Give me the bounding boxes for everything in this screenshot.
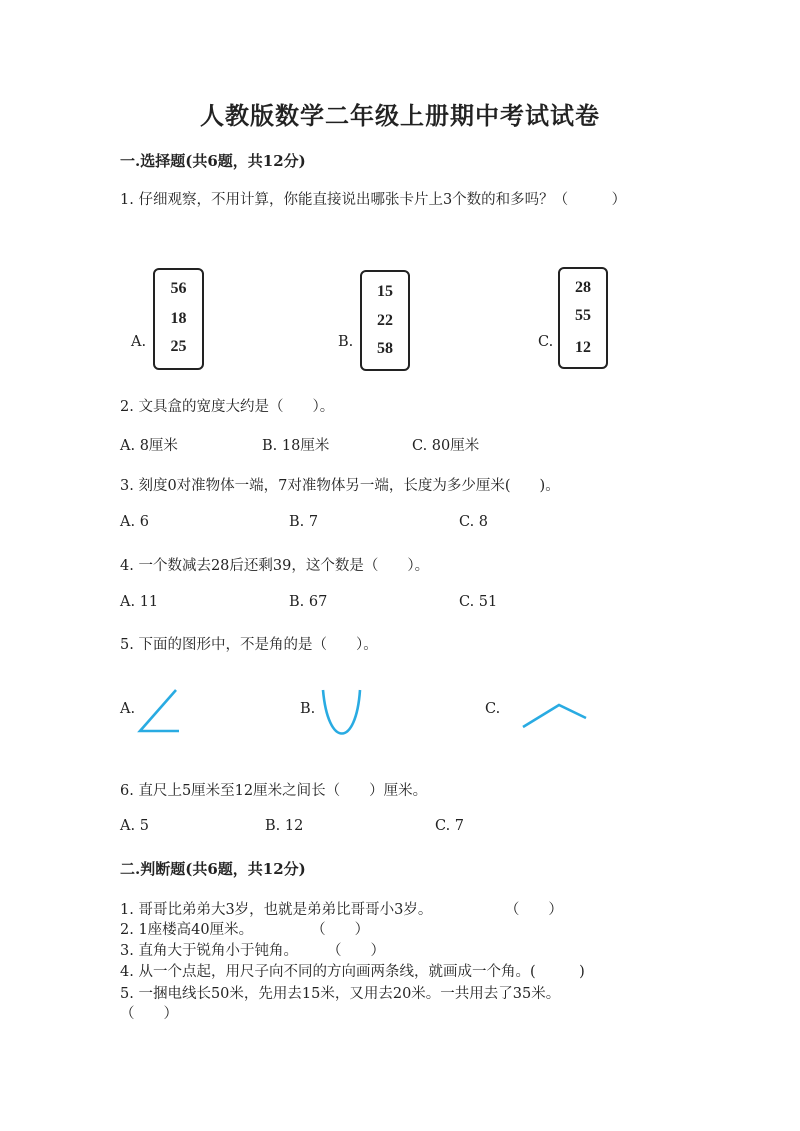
card-a — [153, 268, 204, 370]
card-c — [558, 267, 608, 369]
card-c-number-1: 28 — [575, 279, 591, 296]
q2-option-c: C. 80厘米 — [412, 438, 480, 454]
q3-option-c: C. 8 — [459, 514, 489, 530]
q4-option-b: B. 67 — [289, 594, 328, 610]
card-b-number-2: 22 — [377, 312, 393, 329]
card-a-number-1: 56 — [170, 280, 187, 297]
q5-option-a: A. — [120, 701, 136, 717]
angle-shape-c — [520, 700, 590, 730]
card-b-number-1: 15 — [377, 283, 393, 300]
curve-shape-b — [320, 688, 364, 738]
question-3: 3. 刻度0对准物体一端，7对准物体另一端，长度为多少厘米( )。 — [120, 478, 560, 494]
q2-option-a: A. 8厘米 — [120, 438, 178, 454]
section-heading-choice: 一.选择题(共6题，共12分) — [120, 152, 306, 170]
q4-option-c: C. 51 — [459, 594, 498, 610]
q6-option-b: B. 12 — [265, 818, 304, 834]
judgement-item-5: 5. 一捆电线长50米，先用去15米，又用去20米。一共用去了35米。 — [120, 986, 561, 1002]
q3-option-b: B. 7 — [289, 514, 319, 530]
card-a-label: A. — [131, 334, 147, 350]
angle-shape-a — [136, 688, 182, 734]
section-heading-judgement: 二.判断题(共6题，共12分) — [120, 860, 306, 878]
q6-option-c: C. 7 — [435, 818, 465, 834]
card-a-number-2: 18 — [170, 310, 187, 327]
page-title: 人教版数学二年级上册期中考试试卷 — [200, 101, 600, 130]
judgement-item-4: 4. 从一个点起，用尺子向不同的方向画两条线，就画成一个角。( ) — [120, 964, 585, 980]
q5-option-c: C. — [485, 701, 501, 717]
card-b — [360, 270, 410, 371]
judgement-item-3: 3. 直角大于锐角小于钝角。 （ ） — [120, 943, 385, 959]
card-b-number-3: 58 — [377, 340, 393, 357]
q4-option-a: A. 11 — [120, 594, 159, 610]
question-5: 5. 下面的图形中，不是角的是（ ）。 — [120, 637, 378, 653]
judgement-item-2: 2. 1座楼高40厘米。 （ ） — [120, 922, 370, 938]
question-1: 1. 仔细观察，不用计算，你能直接说出哪张卡片上3个数的和多吗？（ ） — [120, 192, 627, 208]
card-a-number-3: 25 — [170, 338, 187, 355]
q5-option-b: B. — [300, 701, 316, 717]
card-b-label: B. — [338, 334, 354, 350]
question-6: 6. 直尺上5厘米至12厘米之间长（ ）厘米。 — [120, 783, 428, 799]
q2-option-b: B. 18厘米 — [262, 438, 330, 454]
question-2: 2. 文具盒的宽度大约是（ ）。 — [120, 399, 335, 415]
card-c-number-2: 55 — [575, 307, 591, 324]
card-c-number-3: 12 — [575, 339, 591, 356]
q3-option-a: A. 6 — [120, 514, 149, 530]
card-c-label: C. — [538, 334, 554, 350]
judgement-item-5-bracket: （ ） — [120, 1006, 178, 1022]
judgement-item-1: 1. 哥哥比弟弟大3岁，也就是弟弟比哥哥小3岁。 （ ） — [120, 902, 563, 918]
question-4: 4. 一个数减去28后还剩39，这个数是（ ）。 — [120, 558, 430, 574]
q6-option-a: A. 5 — [120, 818, 149, 834]
